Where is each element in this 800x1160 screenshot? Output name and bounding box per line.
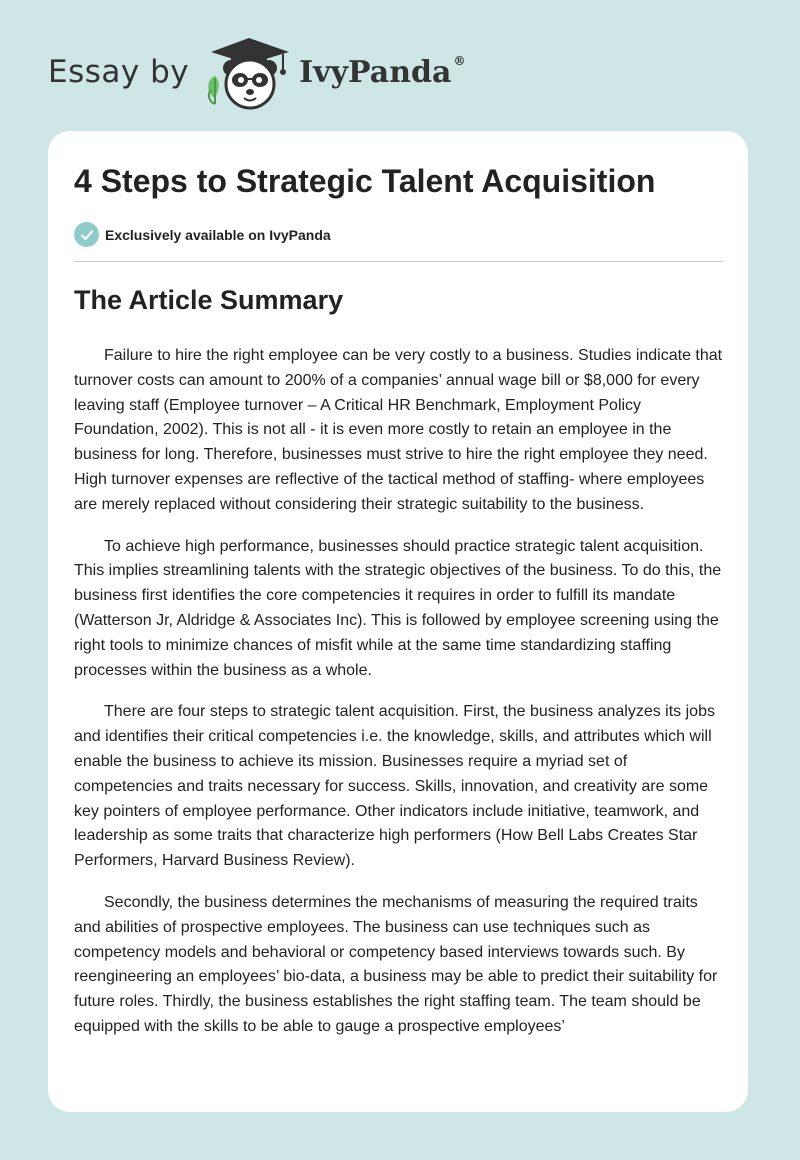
badge-label: Exclusively available on IvyPanda: [105, 226, 331, 243]
paragraph: There are four steps to strategic talent acquisition. First, the business analyzes its jobs and identifies their critical competencies i.e. the knowledge, skills, and attributes which will enable the business to achieve its mission. Businesses require a myriad set of competencies and traits necessary for success. Skills, innovation, and creativity are some key pointers of employee performance. Other indicators include initiative, teamwork, and leadership as some traits that characterize high performers (How Bell Labs Creates Star Performers, Harvard Business Review).: [74, 703, 715, 870]
article-body: [74, 344, 726, 1089]
check-icon: [74, 222, 99, 247]
paragraph: To achieve high performance, businesses should practice strategic talent acquisition. This implies streamlining talents with the strategic objectives of the business. To do this, the business first identifies the core competencies it requires in order to fulfill its mandate (Watterson Jr, Aldridge & Associates Inc). This is followed by employee screening using the right tools to minimize chances of misfit while at the same time standardizing staffing processes within the business as a whole.: [74, 537, 722, 679]
registered-mark: ®: [453, 53, 466, 68]
brand-text: IvyPanda: [299, 54, 452, 90]
exclusive-badge: [74, 222, 331, 247]
article-card: [48, 131, 748, 1112]
panda-logo-icon[interactable]: [203, 32, 295, 112]
divider: [74, 261, 723, 262]
paragraph: Secondly, the business determines the mechanisms of measuring the required traits and abilities of prospective employees. The business can use techniques such as competency models and behavioral or competency based interviews towards such. By reengineering an employees’ bio-data, a business may be able to predict their suitability for future roles. Thirdly, the business establishes the right staffing team. The team should be equipped with the skills to be able to gauge a prospective employees’: [74, 893, 718, 1035]
essay-by-label: Essay by: [48, 54, 190, 90]
paragraph: Failure to hire the right employee can be very costly to a business. Studies indicate that turnover costs can amount to 200% of a companies’ annual wage bill or $8,000 for every leaving staff (Employee turnover – A Critical HR Benchmark, Employment Policy Foundation, 2002). This is not all - it is even more costly to retain an employee in the business for long. Therefore, businesses must strive to hire the right employee they need. High turnover expenses are reflective of the tactical method of staffing- where employees are merely replaced without considering their strategic suitability to the business.: [74, 347, 723, 513]
summary-heading: The Article Summary: [74, 285, 344, 315]
page-title: 4 Steps to Strategic Talent Acquisition: [74, 163, 656, 199]
brand-name[interactable]: [299, 55, 465, 90]
site-header: [48, 32, 465, 112]
